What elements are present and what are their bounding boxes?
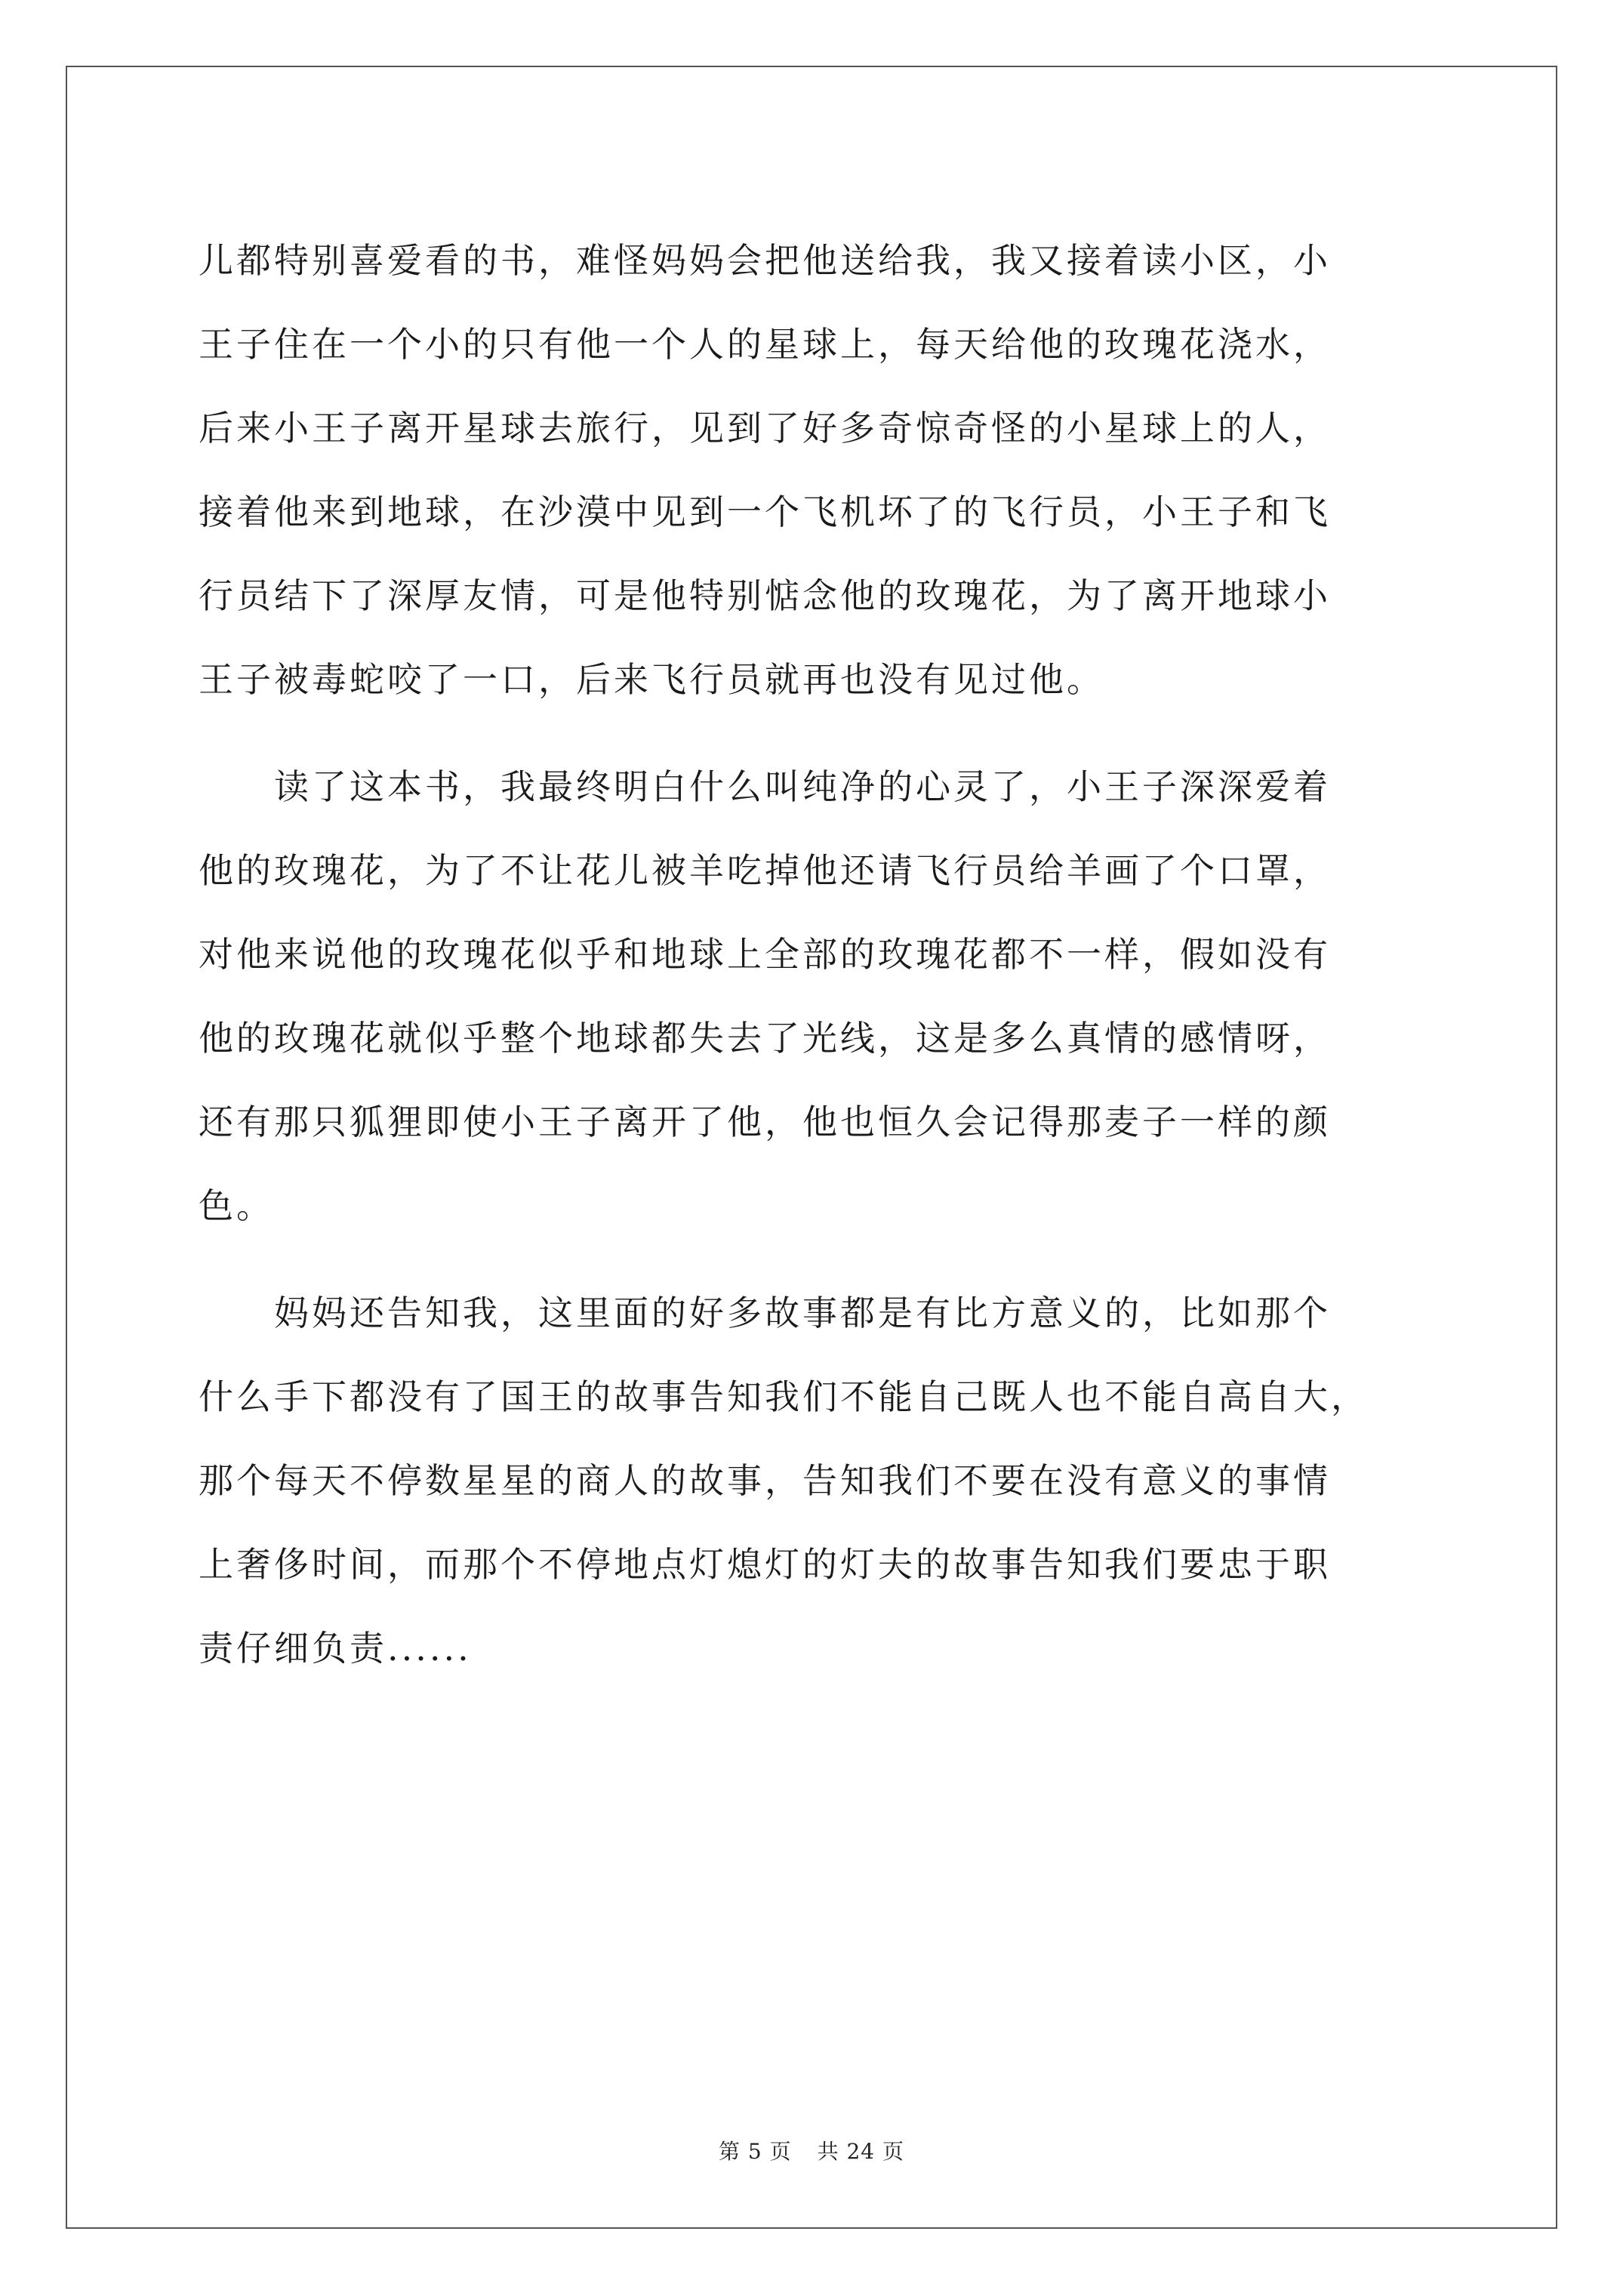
text-line: 责仔细负责......	[199, 1628, 472, 1669]
page-footer	[0, 2135, 1623, 2165]
text-line: 读了这本书，我最终明白什么叫纯净的心灵了，小王子深深爱着	[199, 766, 1331, 807]
text-line: 他的玫瑰花就似乎整个地球都失去了光线，这是多么真情的感情呀，	[199, 1018, 1331, 1059]
text-line: 接着他来到地球，在沙漠中见到一个飞机坏了的飞行员，小王子和飞	[199, 492, 1331, 532]
document-body	[199, 219, 1437, 1690]
paragraph-spacer	[199, 1248, 1437, 1271]
text-line: 还有那只狐狸即使小王子离开了他，他也恒久会记得那麦子一样的颜	[199, 1102, 1331, 1142]
text-line: 王子被毒蛇咬了一口，后来飞行员就再也没有见过他。	[199, 659, 1104, 700]
text-line: 上奢侈时间，而那个不停地点灯熄灯的灯夫的故事告知我们要忠于职	[199, 1544, 1331, 1585]
text-line: 王子住在一个小的只有他一个人的星球上，每天给他的玫瑰花浇水，	[199, 324, 1331, 365]
page-total: 共 24 页	[817, 2139, 905, 2164]
paragraph-spacer	[199, 722, 1437, 745]
text-line: 行员结下了深厚友情，可是他特别惦念他的玫瑰花，为了离开地球小	[199, 575, 1331, 616]
text-line: 儿都特别喜爱看的书，难怪妈妈会把他送给我，我又接着读小区，小	[199, 240, 1331, 281]
paragraph	[199, 1271, 1437, 1690]
paragraph	[199, 219, 1437, 722]
text-line: 后来小王子离开星球去旅行，见到了好多奇惊奇怪的小星球上的人，	[199, 408, 1331, 448]
text-line: 什么手下都没有了国王的故事告知我们不能自己既人也不能自高自大，	[199, 1376, 1369, 1417]
text-line: 他的玫瑰花，为了不让花儿被羊吃掉他还请飞行员给羊画了个口罩，	[199, 850, 1331, 891]
text-line: 妈妈还告知我，这里面的好多故事都是有比方意义的，比如那个	[199, 1293, 1331, 1333]
text-line: 对他来说他的玫瑰花似乎和地球上全部的玫瑰花都不一样，假如没有	[199, 934, 1331, 975]
paragraph	[199, 745, 1437, 1248]
page-number: 第 5 页	[718, 2139, 792, 2164]
text-line: 色。	[199, 1185, 274, 1226]
text-line: 那个每天不停数星星的商人的故事，告知我们不要在没有意义的事情	[199, 1460, 1331, 1501]
